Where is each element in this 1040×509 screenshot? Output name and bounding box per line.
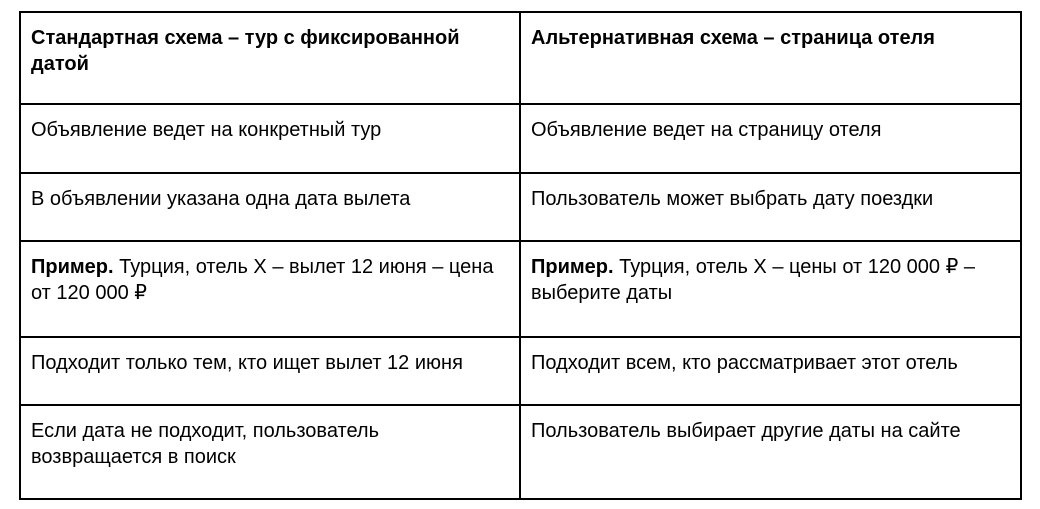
table-row [20,405,1021,499]
table-row [20,104,1021,173]
example-label: Пример. [31,256,114,278]
table-cell-right: Объявление ведет на страницу отеля [520,104,1021,173]
table-cell-right: Пользователь может выбрать дату поездки [520,173,1021,241]
example-text: Турция, отель X – вылет 12 июня – цена от 120 000 ₽ [31,256,494,304]
table-cell-right: Подходит всем, кто рассматривает этот отель [520,337,1021,405]
table-header-row [20,12,1021,104]
header-cell-standard: Стандартная схема – тур с фиксированной датой [20,12,520,104]
header-cell-alternative: Альтернативная схема – страница отеля [520,12,1021,104]
table-cell-left: В объявлении указана одна дата вылета [20,173,520,241]
table-cell-left: Если дата не подходит, пользователь возвращается в поиск [20,405,520,499]
example-label: Пример. [531,256,614,278]
table-cell-left: Объявление ведет на конкретный тур [20,104,520,173]
table-row [20,173,1021,241]
table-cell-left [20,241,520,337]
table-cell-left: Подходит только тем, кто ищет вылет 12 июня [20,337,520,405]
table-cell-right [520,241,1021,337]
table-row [20,337,1021,405]
table-cell-right: Пользователь выбирает другие даты на сайте [520,405,1021,499]
comparison-table [19,11,1022,500]
example-text: Турция, отель X – цены от 120 000 ₽ – выберите даты [531,256,975,304]
table-row [20,241,1021,337]
